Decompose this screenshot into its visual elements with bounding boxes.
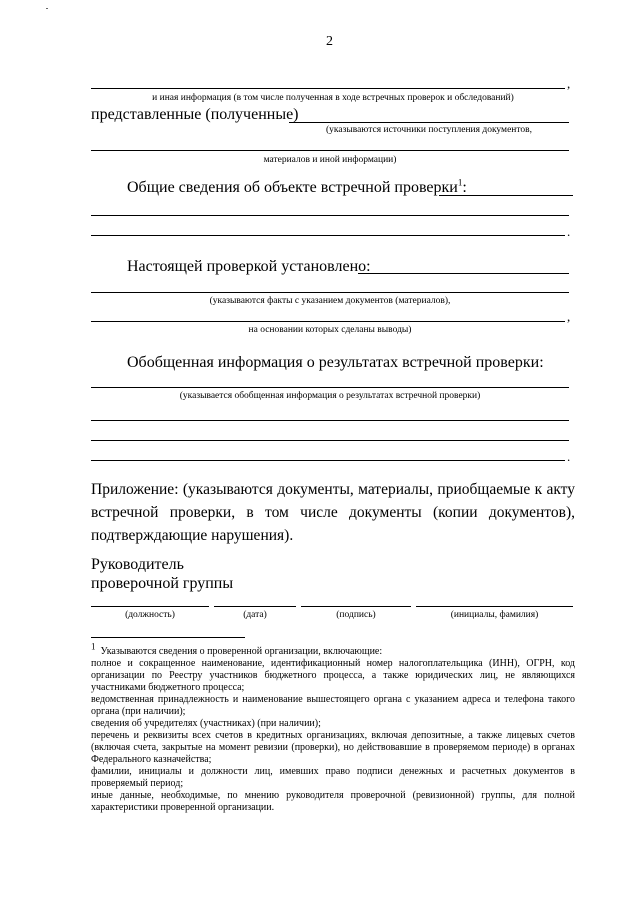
footnote-ref: 1 <box>457 177 463 188</box>
footnote-item: иные данные, необходимые, по мнению руководителя проверочной (ревизионной) группы, для полной характеристики проверенной организации. <box>91 790 575 813</box>
signature-line-date <box>214 606 296 607</box>
caption-sources-2: материалов и иной информации) <box>263 155 397 165</box>
blank-line-presented <box>289 122 569 123</box>
caption-sources-1: (указываются источники поступления документов, <box>325 125 533 135</box>
blank-line-facts <box>91 292 569 293</box>
summary-label: Обобщенная информация о результатах встречной проверки: <box>127 354 544 371</box>
caption-initials: (инициалы, фамилия) <box>450 610 539 620</box>
blank-line-general-info-3 <box>91 235 565 236</box>
presented-label: представленные (полученные) <box>91 106 299 123</box>
summary-end: . <box>567 449 571 464</box>
head-title-line2: проверочной группы <box>91 575 234 592</box>
caption-facts-1: (указываются факты с указанием документов (материалов), <box>209 296 451 306</box>
caption-facts-2: на основании которых сделаны выводы) <box>248 325 412 335</box>
signature-line-signature <box>301 606 411 607</box>
blank-line-established <box>358 273 569 274</box>
head-title-line1: Руководитель <box>91 556 184 573</box>
footnote-intro <box>91 641 575 658</box>
blank-line-facts-2 <box>91 321 565 322</box>
footnote-item: перечень и реквизиты всех счетов в кредитных организациях, включая депозитные, а также лицевых счетов (включая счета, закрытые на момент ревизии (проверки), но действовавшие в проверяемом периоде) в органах Федерального казначейства; <box>91 730 575 765</box>
general-info-label: Общие сведения об объекте встречной проверки <box>127 179 458 196</box>
blank-line-general-info-2 <box>91 215 569 216</box>
page-number: 2 <box>326 34 333 49</box>
caption-summary: (указывается обобщенная информация о результатах встречной проверки) <box>179 391 481 401</box>
footnote-block <box>91 641 575 814</box>
general-info-end: . <box>567 224 571 239</box>
facts-comma: , <box>567 309 571 324</box>
caption-other-info: и иная информация (в том числе полученная в ходе встречных проверок и обследований) <box>152 93 514 103</box>
caption-date: (дата) <box>243 610 267 620</box>
blank-line-summary <box>91 387 569 388</box>
footnote-item: полное и сокращенное наименование, идентификационный номер налогоплательщика (ИНН), ОГРН, код организации по Реестру участников бюджетного процесса, а также юридических лиц, не являющихся участниками бюджетного процесса; <box>91 658 575 693</box>
blank-line-summary-4 <box>91 460 565 461</box>
general-info-colon: : <box>462 179 467 196</box>
blank-line-summary-3 <box>91 440 569 441</box>
appendix-paragraph: Приложение: (указываются документы, материалы, приобщаемые к акту встречной проверки, в том числе документы (копии документов), подтверждающие нарушения). <box>91 481 575 544</box>
footnote-item: фамилии, инициалы и должности лиц, имевших право подписи денежных и расчетных документов в проверяемый период; <box>91 766 575 789</box>
footnote-item: ведомственная принадлежность и наименование вышестоящего органа с указанием адреса и телефона такого органа (при наличии); <box>91 694 575 717</box>
blank-line-summary-2 <box>91 420 569 421</box>
caption-position: (должность) <box>125 610 175 620</box>
blank-line-other-info <box>91 88 565 89</box>
line-comma: , <box>567 76 571 91</box>
footnote-item: сведения об учредителях (участниках) (при наличии); <box>91 718 321 729</box>
footnote-separator <box>91 637 245 638</box>
blank-line-sources <box>91 150 569 151</box>
established-label: Настоящей проверкой установлено: <box>127 258 371 275</box>
blank-line-general-info <box>439 195 573 196</box>
general-info-heading <box>127 179 467 197</box>
signature-line-initials <box>416 606 573 607</box>
caption-signature: (подпись) <box>336 610 376 620</box>
footnote-mark: 1 <box>91 641 96 652</box>
signature-line-position <box>91 606 209 607</box>
scan-mark <box>46 8 48 9</box>
footnote-intro-text: Указываются сведения о проверенной организации, включающие: <box>100 646 383 657</box>
